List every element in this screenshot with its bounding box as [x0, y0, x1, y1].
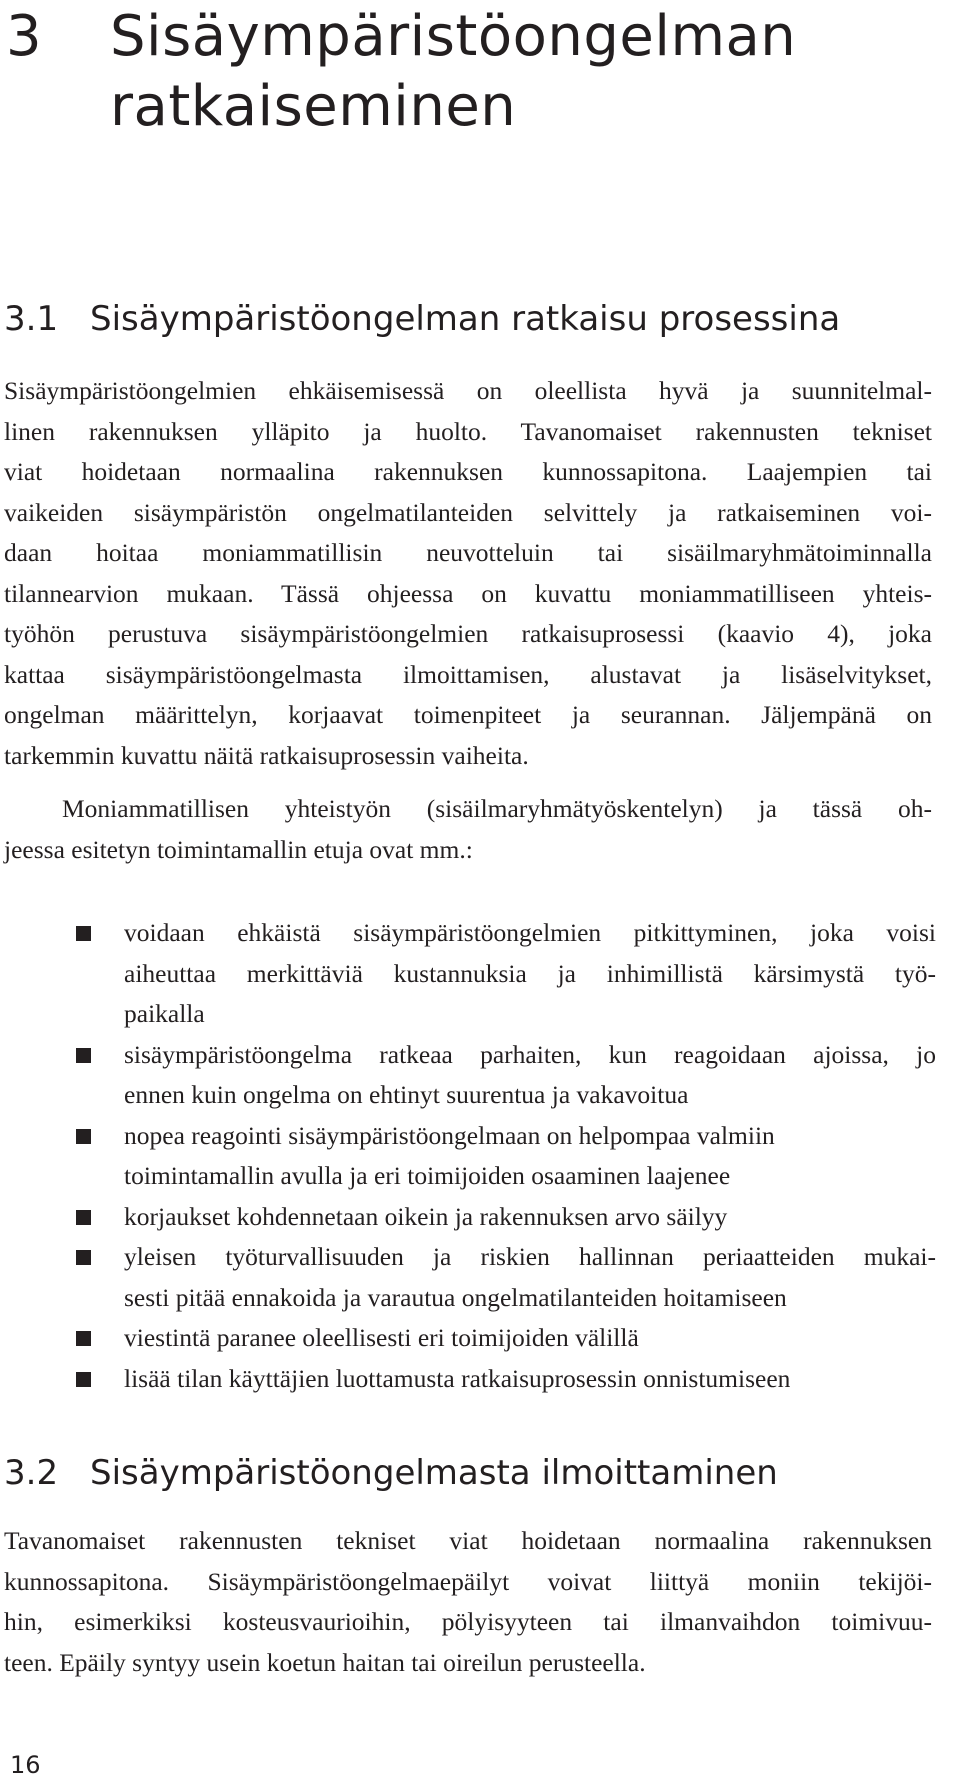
text-line: työhön perustuva sisäympäristöongelmien ratkaisuprosessi (kaavio 4), joka	[4, 619, 932, 648]
list-item-line: sesti pitää ennakoida ja varautua ongelmatilanteiden hoitamiseen	[124, 1282, 787, 1312]
text-line: Moniammatillisen yhteistyön (sisäilmaryhmätyöskentelyn) ja tässä oh-	[62, 794, 932, 823]
bullet-square-icon	[76, 1250, 91, 1265]
text-line: tilannearvion mukaan. Tässä ohjeessa on kuvattu moniammatilliseen yhteis-	[4, 578, 932, 608]
list-item-line: sisäympäristöongelma ratkeaa parhaiten, kun reagoidaan ajoissa, jo	[124, 1039, 936, 1069]
chapter-title-line: ratkaiseminen	[110, 74, 517, 139]
benefits-list	[0, 913, 960, 1399]
list-item-line: lisää tilan käyttäjien luottamusta ratkaisuprosessin onnistumiseen	[124, 1363, 791, 1393]
bullet-square-icon	[76, 926, 91, 941]
section-title: Sisäympäristöongelmasta ilmoittaminen	[90, 1453, 778, 1493]
bullet-square-icon	[76, 1331, 91, 1346]
bullet-square-icon	[76, 1210, 91, 1225]
bullet-square-icon	[76, 1048, 91, 1063]
bullet-square-icon	[76, 1129, 91, 1144]
section-number: 3.1	[4, 299, 59, 339]
bullet-square-icon	[76, 1372, 91, 1387]
text-line: kunnossapitona. Sisäympäristöongelmaepäilyt voivat liittyä moniin tekijöi-	[4, 1566, 932, 1596]
body-paragraph	[4, 1521, 932, 1683]
list-item-line: ennen kuin ongelma on ehtinyt suurentua ja vakavoitua	[124, 1080, 689, 1109]
text-line: linen rakennuksen ylläpito ja huolto. Tavanomaiset rakennusten tekniset	[4, 416, 932, 446]
chapter-title-line: Sisäympäristöongelman	[110, 4, 797, 69]
text-line: teen. Epäily syntyy usein koetun haitan tai oireilun perusteella.	[4, 1647, 646, 1677]
list-item	[0, 1116, 936, 1197]
list-item-line: paikalla	[124, 999, 205, 1028]
list-item	[0, 1197, 936, 1238]
text-line: Sisäympäristöongelmien ehkäisemisessä on oleellista hyvä ja suunnitelmal-	[4, 376, 932, 405]
page-number: 16	[10, 1751, 41, 1779]
list-item	[0, 1359, 936, 1400]
body-paragraph	[4, 789, 932, 870]
list-item	[0, 913, 936, 1035]
list-item-line: korjaukset kohdennetaan oikein ja rakennuksen arvo säilyy	[124, 1201, 728, 1231]
list-item-line: aiheuttaa merkittäviä kustannuksia ja inhimillistä kärsimystä työ-	[124, 958, 936, 988]
list-item-line: viestintä paranee oleellisesti eri toimijoiden välillä	[124, 1323, 639, 1352]
list-item-line: nopea reagointi sisäympäristöongelmaan on helpompaa valmiin	[124, 1120, 775, 1150]
text-line: viat hoidetaan normaalina rakennuksen kunnossapitona. Laajempien tai	[4, 457, 932, 486]
text-line: hin, esimerkiksi kosteusvaurioihin, pölyisyyteen tai ilmanvaihdon toimivuu-	[4, 1607, 932, 1636]
text-line: Tavanomaiset rakennusten tekniset viat hoidetaan normaalina rakennuksen	[4, 1526, 932, 1555]
section-title: Sisäympäristöongelman ratkaisu prosessina	[90, 299, 841, 339]
text-line: jeessa esitetyn toimintamallin etuja ovat mm.:	[4, 834, 473, 864]
list-item-line: toimintamallin avulla ja eri toimijoiden osaaminen laajenee	[124, 1161, 731, 1190]
section-number: 3.2	[4, 1453, 59, 1493]
list-item-line: yleisen työturvallisuuden ja riskien hallinnan periaatteiden mukai-	[124, 1242, 936, 1271]
text-line: ongelman määrittelyn, korjaavat toimenpiteet ja seurannan. Jäljempänä on	[4, 700, 932, 729]
list-item-line: voidaan ehkäistä sisäympäristöongelmien pitkittyminen, joka voisi	[124, 918, 936, 947]
chapter-number: 3	[6, 4, 43, 69]
chapter-title	[110, 2, 950, 142]
text-line: tarkemmin kuvattu näitä ratkaisuprosessin vaiheita.	[4, 740, 529, 770]
list-item	[0, 1318, 936, 1359]
body-paragraph	[4, 371, 932, 776]
list-item	[0, 1237, 936, 1318]
text-line: daan hoitaa moniammatillisin neuvotteluin tai sisäilmaryhmätoiminnalla	[4, 538, 932, 567]
list-item	[0, 1035, 936, 1116]
text-line: kattaa sisäympäristöongelmasta ilmoittamisen, alustavat ja lisäselvitykset,	[4, 659, 932, 689]
text-line: vaikeiden sisäympäristön ongelmatilanteiden selvittely ja ratkaiseminen voi-	[4, 497, 932, 527]
